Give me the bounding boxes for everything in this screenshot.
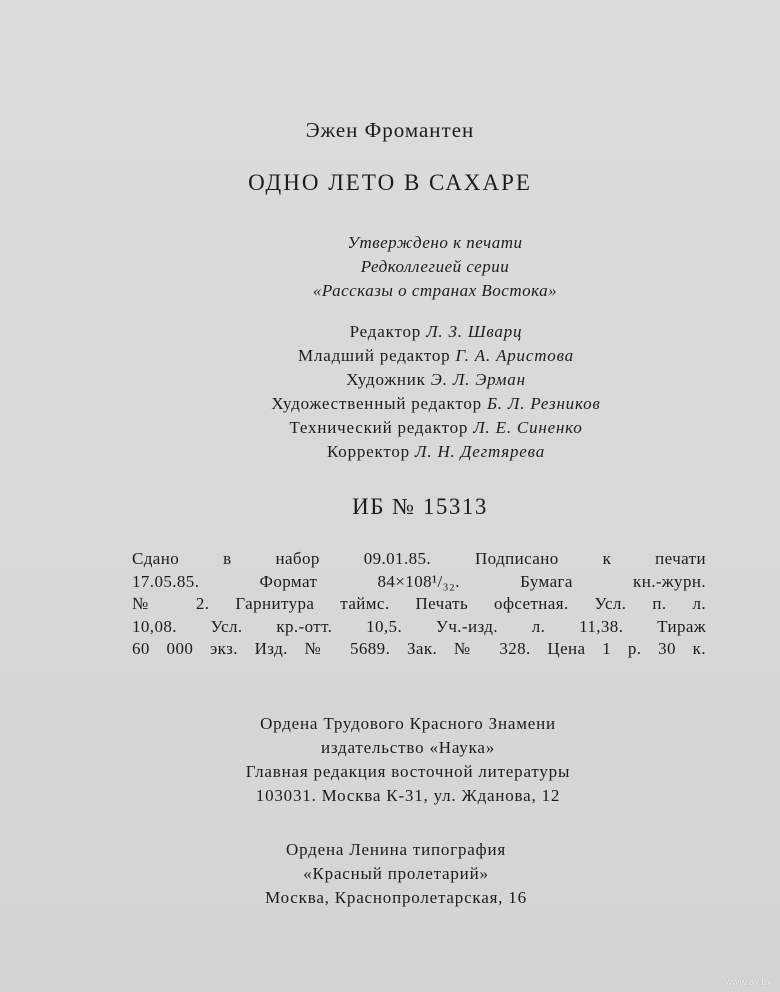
imprint-line: 60 000 экз. Изд. № 5689. Зак. № 328. Цена 1 р. 30 к. (132, 639, 706, 658)
staff-name: Л. З. Шварц (426, 322, 523, 341)
printer-line: Ордена Ленина типография (286, 840, 506, 859)
staff-name: Б. Л. Резников (486, 394, 601, 413)
staff-line-editor (0, 320, 780, 344)
staff-name: Л. Е. Синенко (473, 418, 583, 437)
staff-role: Художественный редактор (271, 394, 482, 413)
approval-line: Утверждено к печати (347, 233, 523, 252)
staff-role: Младший редактор (298, 346, 451, 365)
imprint-line: 10,08. Усл. кр.-отт. 10,5. Уч.-изд. л. 11,38. Тираж (132, 616, 706, 636)
staff-role: Редактор (349, 322, 422, 341)
staff-name: Э. Л. Эрман (430, 370, 526, 389)
staff-line-art-editor (0, 392, 780, 416)
staff-name: Г. А. Аристова (455, 346, 574, 365)
staff-credits (0, 320, 780, 464)
imprint-details (132, 548, 706, 661)
approval-line: Редколлегией серии (360, 257, 510, 276)
imprint-line: Сдано в набор 09.01.85. Подписано к печати (132, 549, 706, 568)
staff-line-proofreader (0, 440, 780, 464)
approval-line: «Рассказы о странах Востока» (312, 281, 558, 300)
staff-line-junior-editor (0, 344, 780, 368)
imprint-line: 17.05.85. Формат 84×108¹/₃₂. Бумага кн.-журн. (132, 571, 706, 591)
printer-line: Москва, Краснопролетарская, 16 (265, 888, 527, 907)
imprint-line: № 2. Гарнитура таймс. Печать офсетная. Усл. п. л. (132, 594, 706, 613)
publisher-block (0, 712, 780, 808)
publisher-line: Главная редакция восточной литературы (245, 762, 571, 781)
ib-number: ИБ № 15313 (352, 494, 488, 519)
approval-note (0, 231, 780, 303)
publisher-line: Ордена Трудового Красного Знамени (260, 714, 556, 733)
printer-block (0, 838, 780, 910)
staff-role: Художник (346, 370, 426, 389)
printer-line: «Красный пролетарий» (303, 864, 489, 883)
staff-line-tech-editor (0, 416, 780, 440)
staff-name: Л. Н. Дегтярева (415, 442, 546, 461)
publisher-line: 103031. Москва К-31, ул. Жданова, 12 (255, 786, 561, 805)
publisher-line: издательство «Наука» (320, 738, 496, 757)
site-watermark: www.ay.by (724, 977, 772, 988)
staff-role: Корректор (326, 442, 410, 461)
book-author: Эжен Фромантен (305, 118, 475, 142)
staff-role: Технический редактор (289, 418, 469, 437)
book-title: ОДНО ЛЕТО В САХАРЕ (248, 170, 532, 195)
staff-line-artist (0, 368, 780, 392)
